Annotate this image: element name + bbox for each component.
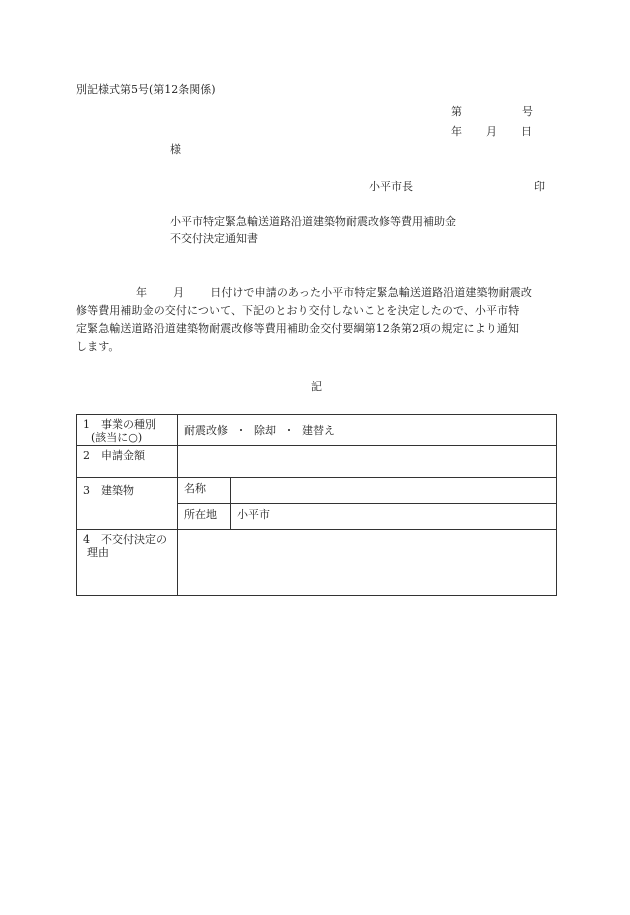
- reason-field[interactable]: [178, 530, 557, 596]
- building-name-label: 名称: [178, 478, 231, 504]
- business-type-options: 耐震改修 ・ 除却 ・ 建替え: [178, 415, 557, 446]
- body-line-2: 修等費用補助金の交付について、下記のとおり交付しないことを決定したので、小平市特: [76, 304, 520, 317]
- table-row-application-amount: [77, 446, 557, 478]
- building-name-field[interactable]: [231, 478, 557, 504]
- document-title-line2: 不交付決定通知書: [170, 232, 258, 245]
- doc-number-prefix: 第: [451, 105, 462, 118]
- application-amount-label: 2 申請金額: [77, 446, 178, 478]
- table-row-building-name: [77, 478, 557, 504]
- application-amount-field[interactable]: [178, 446, 557, 478]
- body-paragraph: [76, 284, 558, 356]
- business-type-label: 1 事業の種別 (該当に○): [77, 415, 178, 446]
- doc-number-suffix: 号: [522, 105, 533, 118]
- reason-label: 4 不交付決定の 理由: [77, 530, 178, 596]
- table-row-business-type: [77, 415, 557, 446]
- date-month: 月: [486, 125, 497, 138]
- option-seismic-retrofit[interactable]: 耐震改修: [184, 424, 228, 437]
- body-line-3: 定緊急輸送道路沿道建築物耐震改修等費用補助金交付要綱第12条第2項の規定により通知: [76, 322, 520, 335]
- document-title-line1: 小平市特定緊急輸送道路沿道建築物耐震改修等費用補助金: [170, 215, 456, 228]
- date-year: 年: [451, 125, 462, 138]
- body-line-1: 年 月 日付けで申請のあった小平市特定緊急輸送道路沿道建築物耐震改: [136, 286, 533, 299]
- addressee-suffix: 様: [170, 143, 181, 156]
- option-demolition[interactable]: 除却: [254, 424, 276, 437]
- building-label: 3 建築物: [77, 478, 178, 530]
- form-number: 別記様式第5号(第12条関係): [76, 83, 216, 96]
- issuer-seal: 印: [534, 180, 545, 193]
- option-rebuild[interactable]: 建替え: [302, 424, 335, 437]
- issuer-name: 小平市長: [369, 180, 413, 193]
- building-location-label: 所在地: [178, 504, 231, 530]
- note-heading: 記: [311, 380, 322, 393]
- table-row-reason: [77, 530, 557, 596]
- body-line-4: します。: [76, 340, 120, 353]
- date-day: 日: [521, 125, 532, 138]
- details-table: [76, 414, 557, 596]
- building-location-field[interactable]: 小平市: [231, 504, 557, 530]
